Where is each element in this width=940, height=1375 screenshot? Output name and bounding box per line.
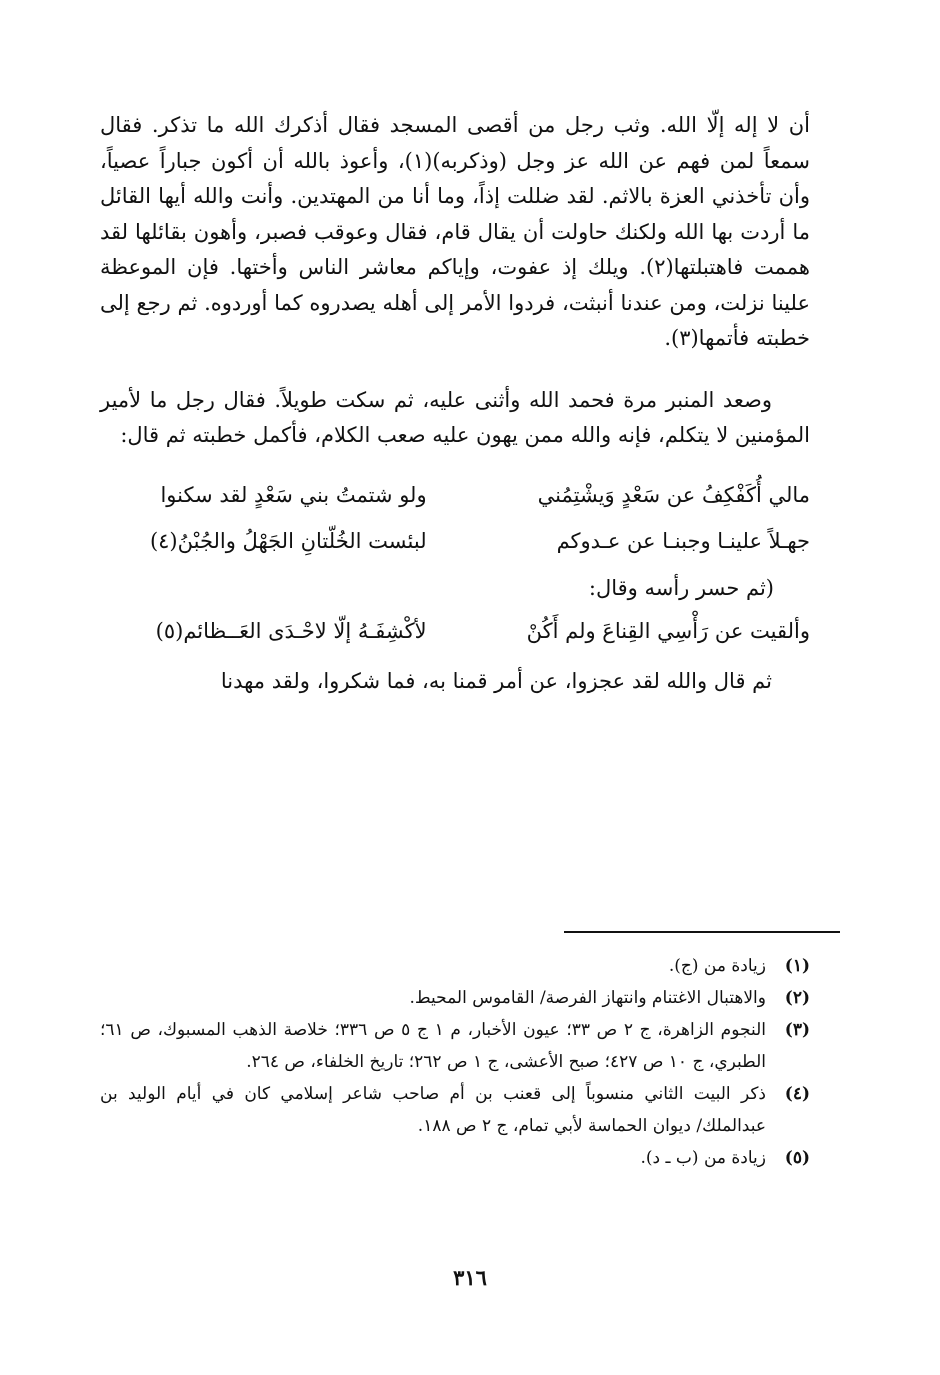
- paragraph: ثم قال والله لقد عجزوا، عن أمر قمنا به، فما شكروا، ولقد مهدنا: [220, 668, 772, 693]
- footnote-number: (١): [784, 956, 810, 976]
- footnote-number: (٢): [784, 988, 810, 1008]
- paragraph: أن لا إله إلّا الله. وثب رجل من أقصى المسجد فقال أذكرك الله ما تذكر. فقال سمعاً لمن فهم عن الله عز وجل (وذكربه)(١)، وأعوذ بالله أن أكون جباراً عصياً، وأن تأخذني العزة بالاثم. لقد ضللت إذاً، وما أنا من المهتدين. وأنت والله أيها القائل ما أردت بها الله ولكنك حاولت أن يقال قام، فقال وعوقب فصبر، وأهون بقائلها لقد هممت فاهتبلتها(٢). ويلك إذ عفوت، وإياكم معاشر الناس وأختها. فإن الموعظة علينا نزلت، ومن عندنا أنبثت، فردوا الأمر إلى أهله يصدروه كما أوردوه. ثم رجع إلى خطبته فأتمها(٣).: [100, 113, 811, 350]
- hemistich-second: ولو شتمتُ بني سَعْدٍ لقد سكنوا: [160, 482, 427, 507]
- footnote: [100, 982, 810, 1014]
- poem-verse: [100, 608, 810, 654]
- page-number: ٣١٦: [453, 1265, 487, 1290]
- footnote-separator: [564, 931, 840, 933]
- footnote-text: ذكر البيت الثاني منسوباً إلى قعنب بن أم صاحب شاعر إسلامي كان في أيام الوليد بن عبدالملك/ ديوان الحماسة لأبي تمام، ج ٢ ص ١٨٨.: [100, 1084, 766, 1136]
- footnote-text: زيادة من (ج).: [668, 956, 766, 976]
- footnote-text: والاهتبال الاغتنام وانتهاز الفرصة/ القاموس المحيط.: [409, 988, 766, 1008]
- footnote-number: (٣): [784, 1020, 810, 1040]
- footnote-text: النجوم الزاهرة، ج ٢ ص ٣٣؛ عيون الأخبار، م ١ ج ٥ ص ٣٣٦؛ خلاصة الذهب المسبوك، ص ٦١؛ الطبري، ج ١٠ ص ٤٢٧؛ صبح الأعشى، ج ١ ص ٢٦٢؛ تاريخ الخلفاء، ص ٢٦٤.: [100, 1020, 766, 1072]
- hemistich-first: مالي أُكَفْكِفُ عن سَعْدٍ وَيشْتِمُني: [537, 482, 810, 507]
- footnote-number: (٤): [784, 1084, 810, 1104]
- paragraph: وصعد المنبر مرة فحمد الله وأثنى عليه، ثم سكت طويلاً. فقال رجل ما لأمير المؤمنين لا يتكلم، فإنه والله ممن يهون عليه صعب الكلام، فأكمل خطبته ثم قال:: [100, 387, 810, 447]
- hemistich-first: وألقيت عن رَأْسِي القِناعَ ولم أَكُنْ: [526, 618, 810, 643]
- footnote-text: زيادة من (ب ـ د).: [640, 1148, 766, 1168]
- hemistich-second: لأكْشِفَـهُ إلّا لاحْـدَى العَــظائم(٥): [155, 618, 427, 643]
- footnote: [100, 950, 810, 982]
- footnote: [100, 1014, 810, 1078]
- hemistich-second: لبئست الخُلّتانِ الجَهْلُ والجُبْنُ(٤): [149, 528, 427, 553]
- footnotes: [100, 950, 810, 1174]
- footnote: [100, 1078, 810, 1142]
- poem-verses: [100, 472, 810, 564]
- stage-direction: (ثم حسر رأسه وقال:: [588, 575, 774, 600]
- footnote: [100, 1142, 810, 1174]
- main-text: [100, 108, 810, 699]
- footnote-number: (٥): [784, 1148, 810, 1168]
- poem-verse: [100, 518, 810, 564]
- hemistich-first: جهـلاً علينـا وجبنـا عن عـدوكم: [556, 528, 810, 553]
- poem-verse: [100, 472, 810, 518]
- poem-verses: [100, 608, 810, 654]
